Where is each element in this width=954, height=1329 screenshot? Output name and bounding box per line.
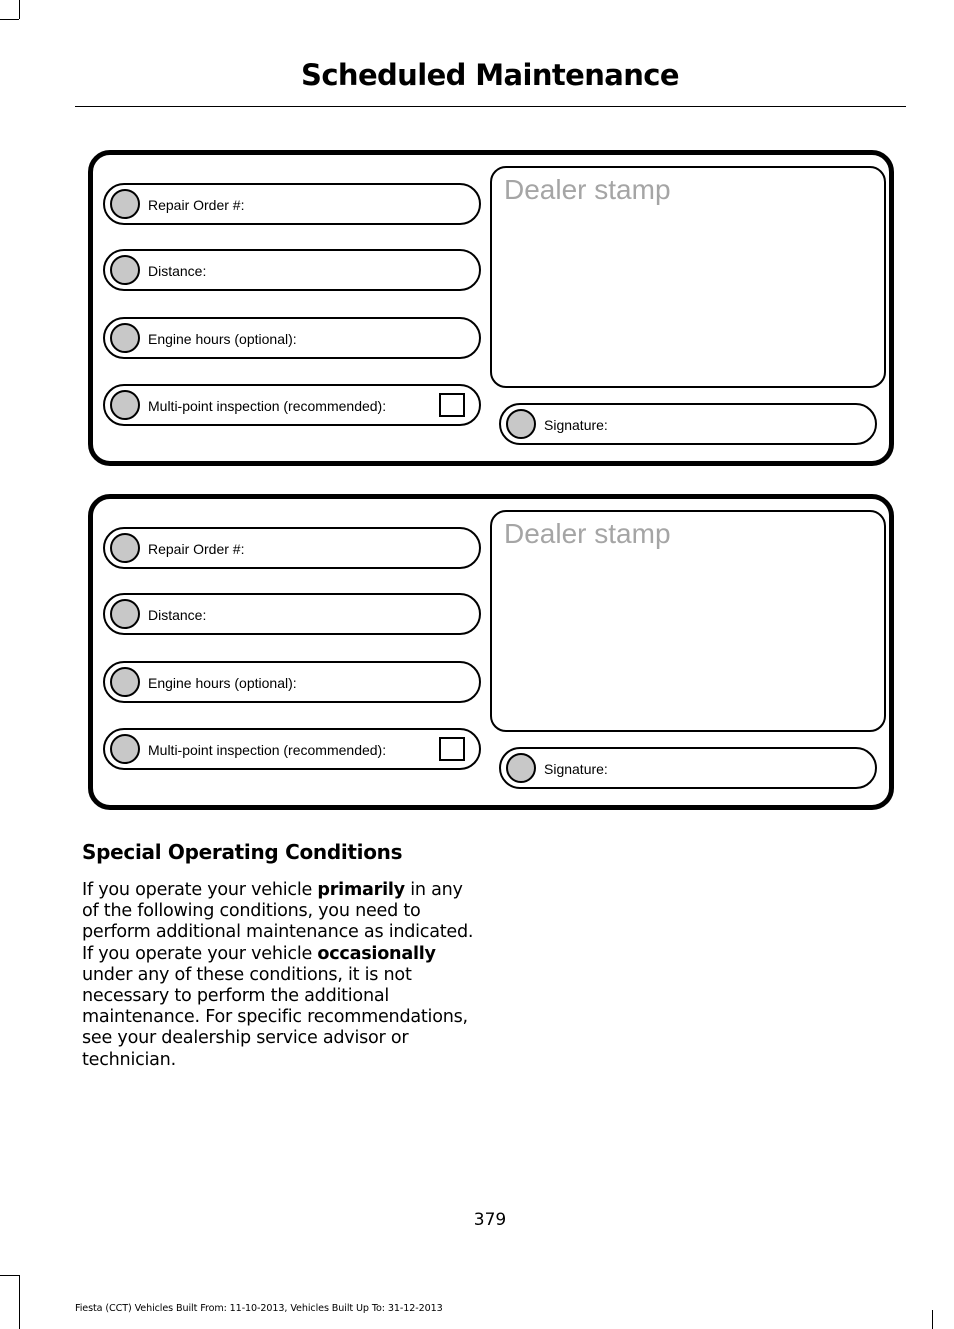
circle-marker-icon	[110, 255, 140, 285]
paragraph-text: If you operate your vehicle	[82, 880, 318, 900]
title-divider	[75, 106, 906, 107]
section-heading: Special Operating Conditions	[82, 840, 403, 864]
distance-field[interactable]	[103, 249, 481, 291]
engine-hours-field[interactable]	[103, 661, 481, 703]
crop-mark	[0, 1275, 19, 1276]
inspection-checkbox[interactable]	[439, 737, 465, 761]
crop-mark	[19, 0, 20, 19]
emphasis-text: primarily	[317, 880, 405, 900]
emphasis-text: occasionally	[317, 943, 436, 964]
circle-marker-icon	[110, 323, 140, 353]
circle-marker-icon	[110, 390, 140, 420]
circle-marker-icon	[110, 189, 140, 219]
repair-order-field[interactable]	[103, 527, 481, 569]
paragraph-text: in any of the following conditions, you need to perform additional maintenance as indicated. If you operate your vehicle	[82, 880, 474, 964]
circle-marker-icon	[506, 409, 536, 439]
signature-field[interactable]	[499, 747, 877, 789]
repair-order-label: Repair Order #:	[148, 541, 245, 557]
dealer-stamp-box[interactable]	[490, 166, 886, 388]
repair-order-field[interactable]	[103, 183, 481, 225]
inspection-label: Multi-point inspection (recommended):	[148, 398, 387, 414]
circle-marker-icon	[110, 533, 140, 563]
repair-order-label: Repair Order #:	[148, 197, 245, 213]
signature-field[interactable]	[499, 403, 877, 445]
page-number: 379	[473, 1210, 507, 1230]
circle-marker-icon	[110, 734, 140, 764]
crop-mark	[932, 1310, 933, 1329]
circle-marker-icon	[110, 667, 140, 697]
dealer-stamp-label: Dealer stamp	[504, 518, 671, 549]
engine-hours-label: Engine hours (optional):	[148, 675, 297, 691]
circle-marker-icon	[110, 599, 140, 629]
engine-hours-field[interactable]	[103, 317, 481, 359]
maintenance-record-card	[88, 150, 894, 466]
footer-note: Fiesta (CCT) Vehicles Built From: 11-10-2013, Vehicles Built Up To: 31-12-2013	[75, 1303, 443, 1314]
distance-label: Distance:	[148, 263, 207, 279]
engine-hours-label: Engine hours (optional):	[148, 331, 297, 347]
page-title: Scheduled Maintenance	[301, 58, 679, 92]
distance-label: Distance:	[148, 607, 207, 623]
signature-label: Signature:	[544, 417, 608, 433]
inspection-label: Multi-point inspection (recommended):	[148, 742, 387, 758]
inspection-checkbox[interactable]	[439, 393, 465, 417]
circle-marker-icon	[506, 753, 536, 783]
crop-mark	[0, 19, 19, 20]
inspection-field	[103, 728, 481, 770]
dealer-stamp-box[interactable]	[490, 510, 886, 732]
body-paragraph	[82, 880, 482, 1071]
dealer-stamp-label: Dealer stamp	[504, 174, 671, 205]
paragraph-text: under any of these conditions, it is not necessary to perform the additional maintenance. For specific recommendations, see your dealership service advisor or technician.	[82, 964, 468, 1070]
crop-mark	[19, 1275, 20, 1329]
maintenance-record-card	[88, 494, 894, 810]
inspection-field	[103, 384, 481, 426]
signature-label: Signature:	[544, 761, 608, 777]
distance-field[interactable]	[103, 593, 481, 635]
